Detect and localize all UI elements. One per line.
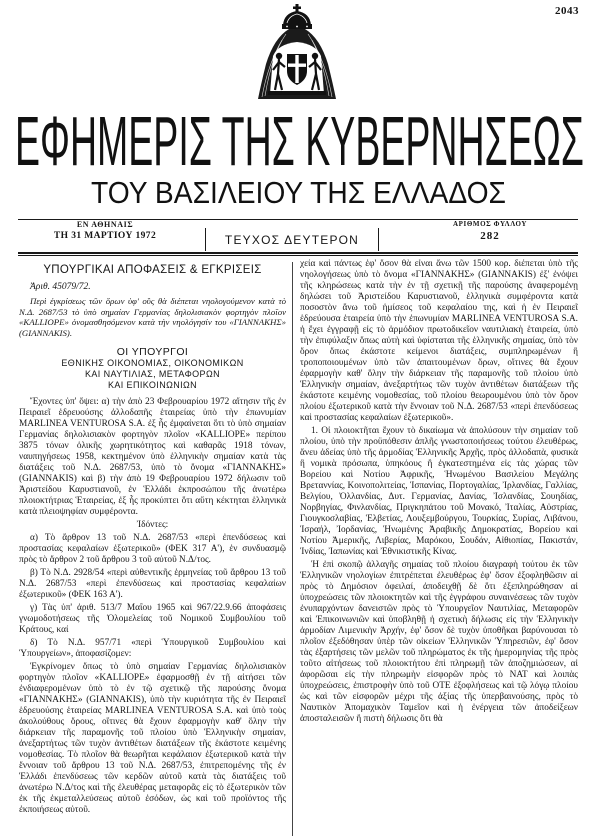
- series-label: ΤΕΥΧΟΣ ΔΕΥΤΕΡΟΝ: [224, 232, 360, 247]
- right-column: [300, 259, 578, 837]
- issue-bar-bottom-rule: [18, 252, 578, 254]
- masthead-title-graphic: [0, 104, 593, 172]
- masthead-subtitle: ΤΟΥ ΒΑΣΙΛΕΙΟΥ ΤΗΣ ΕΛΛΑΔΟΣ: [91, 175, 506, 208]
- consideration-item: δ) Τὸ Ν.Δ. 957/71 «περὶ Ὑπουργικοῦ Συμβουλίου καὶ Ὑπουργείων», ἀποφασίζομεν:: [19, 638, 286, 660]
- compartment-base: [268, 91, 326, 95]
- decision-paragraph: Ἐγκρίνομεν ὅπως τὸ ὑπὸ σημαίαν Γερμανίας δηλολισιακὸν φορτηγὸν πλοῖον «KALLIOPE» ἐφαρμοσθῇ ἐν τῇ αἰτήσει τῶν ἐνδιαφερομένων ὑπὸ τὸ ἐν τῷ σχετικῷ τῆς παρούσης ὄνομα «ΓΙΑΝΝΑΚΗΣ» (GIANNAKIS), ὑπὸ τὴν κυριότητα τῆς ἐν Πειραιεῖ ἑδρευούσης ἑταιρείας MARLINEA VENTUROSA S.A. καὶ ὑπὸ τοὺς ἀκολούθους ὅρους, οἵτινες θὰ ἔχουν ἐφαρμογὴν καθ' ὅλην τὴν διάρκειαν τῆς παραμονῆς τοῦ πλοίου ὑπὸ Ἑλληνικὴν σημαίαν, ἀνεξαρτήτως τῶν τυχὸν ἀντιθέτων διατάξεων τῆς ἑκάστοτε κειμένης νομοθεσίας. Τὸ πλοῖον θὰ θεωρῆται κεφάλαιον ἐξωτερικοῦ κατὰ τὴν ἔννοιαν τοῦ ἄρθρου 13 τοῦ Ν.Δ. 2687/53, ἐπιτρεπομένης τῆς ἐν Ἑλλάδι ἐπενδύσεως τῶν κερδῶν αὐτοῦ κατὰ τὰς διατάξεις τοῦ ἀνωτέρω Ν.Δ/τος καὶ τῆς ἐλευθέρας μεταφορᾶς εἰς τὸ ἐξωτερικὸν τῶν ἐκ τῆς ἐκμεταλλεύσεως αὐτοῦ ἐσόδων, ὡς καὶ τοῦ προϊόντος τῆς ἐκποιήσεως αὐτοῦ.: [19, 662, 286, 816]
- authority-line: ΟΙ ΥΠΟΥΡΓΟΙ: [116, 346, 189, 359]
- issue-place-date: [30, 219, 180, 243]
- body-paragraph: Ἡ ἐπὶ σκοπῷ ἀλλαγῆς σημαίας τοῦ πλοίου διαγραφὴ τούτου ἐκ τῶν Ἑλληνικῶν νηολογίων ἐπιτρέπεται ἐλευθέρως ἐφ' ὅσον ἐξοφληθῶσιν αἱ πρὸς τὸ Δημόσιον ὀφειλαί, ἀποδειχθῇ δὲ ὅτι ἐξεπληρώθησαν αἱ ὑποχρεώσεις τῶν πλοιοκτητῶν καὶ τῆς ἐγγράφου συναινέσεως τῶν τυχὸν ἐνυπαρχόντων δανειστῶν πρὸς τὸ Ὑπουργεῖον Ναυτιλίας, Μεταφορῶν καὶ Ἐπικοινωνιῶν καὶ ὑποβληθῇ ἡ σχετικὴ δήλωσις εἰς τὴν Ἑλληνικὴν ἁρμοδίαν Λιμενικὴν Ἀρχήν, ἐφ' ὅσον δὲ τυχὸν ὑποθῆκαι βαρύνουσαι τὸ πλοῖον ἐξεδόθησαν ὑπὲρ τῶν οἰκείων Ἑλληνικῶν Ὑπηρεσιῶν, ἐφ' ὅσον τὰς ἐξαρτήσεις τῶν μελῶν τοῦ πληρώματος ἐκ τῆς ἡμερομηνίας τῆς πρὸς τοῦτο αἰτήσεως τοῦ πλοιοκτήτου ἐπὶ πληρωμῇ τῶν ἀποζημιώσεων, αἱ ἀφορῶσαι εἰς τὴν πληρωμὴν εἰσφορῶν πρὸς τὸ ΝΑΤ καὶ λοιπὰς ὑποχρεώσεις, ἐπιστροφὴν ὑπὸ τοῦ ΟΤΕ ἐξοφλήσεως καὶ τῷ λόγῳ πλοίου ὡς καὶ τῶν εἰσφορῶν μέχρι τῆς ἀξίας τῆς ὑπερβαινούσης, πρὸς τὸ Ναυτικὸν Ἀπομαχικὸν Ταμεῖον καὶ ἡ ἐνέργεια τῶν ἀποδείξεων ἀποσταλεισῶν ἢ πιστὴ δήλωσις ὅτι θὰ: [300, 560, 578, 724]
- authority-line: ΚΑΙ ΕΠΙΚΟΙΝΩΝΙΩΝ: [107, 380, 198, 391]
- issue-number-block: [420, 219, 560, 243]
- considering-label: Ἰδόντες:: [136, 520, 169, 531]
- series-box: [205, 228, 379, 251]
- issue-place: ΕΝ ΑΘΗΝΑΙΣ: [76, 220, 134, 229]
- consideration-item: α) Τὸ ἄρθρον 13 τοῦ Ν.Δ. 2687/53 «περὶ ἐπενδύσεως καὶ προστασίας κεφαλαίων ἐξωτερικοῦ» (ΦΕΚ 317 Α'), ἐν συνδυασμῷ πρὸς τὸ ἄρθρον 2 τοῦ ἄρθρου 3 τοῦ αὐτοῦ Ν.Δ/τος.: [19, 533, 286, 566]
- authority-line: ΚΑΙ ΝΑΥΤΙΛΙΑΣ, ΜΕΤΑΦΟΡΩΝ: [84, 369, 220, 380]
- authority-line: ΕΘΝΙΚΗΣ ΟΙΚΟΝΟΜΙΑΣ, ΟΙΚΟΝΟΜΙΚΩΝ: [61, 358, 244, 369]
- issue-bar-bottom-rule-thin: [18, 255, 578, 256]
- masthead-subtitle-graphic: [0, 174, 593, 208]
- section-heading: ΥΠΟΥΡΓΙΚΑΙ ΑΠΟΦΑΣΕΙΣ & ΕΓΚΡΙΣΕΙΣ: [43, 264, 262, 276]
- body-paragraph: 1. Οἱ πλοιοκτῆται ἔχουν τὸ δικαίωμα νὰ ἀπολύσουν τὴν σημαίαν τοῦ πλοίου, ὑπὸ τὴν προϋπόθεσιν ἁπλῆς γνωστοποιήσεως τούτου ἐλευθέρως, ἄνευ ἀδείας ὑπὸ τῆς ἁρμοδίας Ἑλληνικῆς Ἀρχῆς, πρὸς ἀλλοδαπὰ, φυσικὰ ἢ νομικὰ πρόσωπα, ὑπηκόους ἢ ἐγκατεστημένα εἰς τὰς χώρας τῶν Βορείου καὶ Νοτίου Ἀφρικῆς, Ἡνωμένου Βασιλείου Μεγάλης Βρεταννίας, Κοινοπολιτείας, Ἰσπανίας, Πορτογαλίας, Ἰρλανδίας, Γαλλίας, Βελγίου, Ὀλλανδίας, Δυτ. Γερμανίας, Δανίας, Ἰσλανδίας, Σουηδίας, Νορβηγίας, Φινλανδίας, Πριγκηπάτου τοῦ Μονακό, Ἰταλίας, Αὐστρίας, Γιουγκοσλαβίας, Ἑλβετίας, Λουξεμβούργου, Τουρκίας, Συρίας, Λιβάνου, Ἰσραήλ, Ἰορδανίας, Ἡνωμένης Ἀραβικῆς Δημοκρατίας, Βορείου καὶ Νοτίου Ἀμερικῆς, Λιβερίας, Μαρόκου, Σουδάν, Αἰθιοπίας, Πακιστάν, Ἰνδίας, Ἰαπωνίας καὶ Ἐθνικιστικῆς Κίνας.: [300, 426, 578, 557]
- preamble-paragraph: Ἔχοντες ὑπ' ὄψει: α) τὴν ἀπὸ 23 Φεβρουαρίου 1972 αἴτησιν τῆς ἐν Πειραιεῖ ἑδρευούσης ἀλλοδαπῆς ἑταιρείας ὑπὸ τὴν ἐπωνυμίαν MARLINEA VENTUROSA S.A. ἐξ ἧς ἐμφαίνεται ὅτι τὸ ὑπὸ σημαίαν Γερμανίας δηλολισιακὸν φορτηγὸν πλοῖον «KALLIOPE» περίπου 3875 τόνων ὁλικῆς χωρητικότητος καὶ καθαρᾶς 1918 τόνων, ναυπηγήσεως 1958, κεκτημένον ὑπὸ ἑλληνικὴν σημαίαν κατὰ τὰς διατάξεις τοῦ Ν.Δ. 2687/53, ὑπὸ τὸ ὄνομα «ΓΙΑΝΝΑΚΗΣ» (GIANNAKIS) καὶ β) τὴν ἀπὸ 19 Φεβρουαρίου 1972 δήλωσιν τοῦ Ἀριστείδου Καρυστιανοῦ, ἐν Ἑλλάδι ἐκπροσώπου τῆς ἀνωτέρω πλοιοκτήτριας Ἑταιρείας, ἐξ ἧς προκύπτει ὅτι αὕτη κέκτηται ἑλληνικὰ κατὰ πλειοψηφίαν συμφέροντα.: [19, 397, 286, 518]
- crown-icon: [282, 4, 312, 29]
- column-divider: [292, 262, 293, 836]
- page-number: 2043: [555, 5, 579, 17]
- decision-number: Ἀριθ. 45079/72.: [30, 282, 91, 292]
- issue-date: ΤΗ 31 ΜΑΡΤΙΟΥ 1972: [53, 231, 157, 241]
- royal-coat-of-arms-icon: [256, 4, 338, 102]
- body-paragraph: χεία καὶ πάντως ἐφ' ὅσον θὰ εἶναι ἄνω τῶν 1500 κορ. διέπεται ὑπὸ τῆς νηολογήσεως ὑπὸ τὸ ὄνομα «ΓΙΑΝΝΑΚΗΣ» (GIANNAKIS) ἐξ' ἐνόψει τῆς κληρώσεως κατὰ τὴν ἐν τῇ σχετικῇ τῆς παρούσης ἀναφερομένῃ δηλώσει τοῦ Ἀριστείδου Καρυστιανοῦ, ἑλληνικὰ συμφέροντα κατὰ ποσοστὸν ἄνω τοῦ ἡμίσεος τοῦ κεφαλαίου της, καὶ ἡ ἐν Πειραιεῖ ἑδρεύουσα ἑταιρεία ὑπὸ τὴν ἐπωνυμίαν MARLINEA VENTUROSA S.A. ἡ ἔχει ἐγγραφῇ εἰς τὸ ἁρμόδιον πρωτοδικεῖον ναυτιλιακὴ ἑταιρεία, ὑπὸ τὴν ἐπιφύλαξιν ὅπως αὐτὴ καὶ ὑφίσταται τῆς ἑλληνικῆς σημαίας, ὑπὸ τὸν ὅρον ὅπως ἐκάστοτε κείμενοι διατάξεις, συμπληρωμένων ἢ τροποποιουμένων ὑπὸ τῶν ἀπαιτουμένων ὅρων, οἵτινες θὰ ἔχουν ἐφαρμογὴν καθ' ὅλην τὴν διάρκειαν τῆς παραμονῆς τοῦ πλοίου ὑπὸ Ἑλληνικὴν σημαίαν, ἀνεξαρτήτως τῶν τυχὸν ἀντιθέτων διατάξεων τῆς ἑκάστοτε κειμένης νομοθεσίας, τοῦ πλοίου θεωρουμένου ὑπὸ τὸν ὅρον πλοίου ἐξωτερικοῦ κατὰ τὴν ἔννοιαν τοῦ Ν.Δ. 2687/53 «περὶ ἐπενδύσεως καὶ προστασίας κεφαλαίων ἐξωτερικοῦ».: [300, 259, 578, 423]
- consideration-item: β) Τὸ Ν.Δ. 2928/54 «περὶ αὐθεντικῆς ἑρμηνείας τοῦ ἄρθρου 13 τοῦ Ν.Δ. 2687/53 «περὶ ἐπενδύσεως καὶ προστασίας κεφαλαίων ἐξωτερικοῦ» (ΦΕΚ 163 Α').: [19, 568, 286, 601]
- issue-number-label: ΑΡΙΘΜΟΣ ΦΥΛΛΟΥ: [452, 220, 528, 228]
- consideration-item: γ) Τὰς ὑπ' ἀριθ. 513/7 Μαΐου 1965 καὶ 967/22.9.66 ἀποφάσεις γνωμοδοτήσεως τῆς Ὁλομελείας τοῦ Νομικοῦ Συμβουλίου τοῦ Κράτους, καί: [19, 603, 286, 636]
- left-column: [19, 259, 286, 837]
- issuing-authority: [19, 346, 286, 391]
- decision-summary: Περὶ ἐγκρίσεως τῶν ὅρων ὑφ' οὓς θὰ διέπεται νηολογούμενον κατὰ τὸ Ν.Δ. 2687/53 τὸ ὑπὸ σημαίαν Γερμανίας δηλολισιακὸν φορτηγὸν πλοῖον «KALLIOPE» ὀνομασθησόμενον κατὰ τὴν νηολόγησίν του «ΓΙΑΝΝΑΚΗΣ» (GIANNAKIS).: [19, 296, 286, 338]
- masthead-title: ΕΦΗΜΕΡΙΣ ΤΗΣ ΚΥΒΕΡΝΗΣΕΩΣ: [15, 104, 584, 172]
- issue-number: 282: [480, 230, 500, 242]
